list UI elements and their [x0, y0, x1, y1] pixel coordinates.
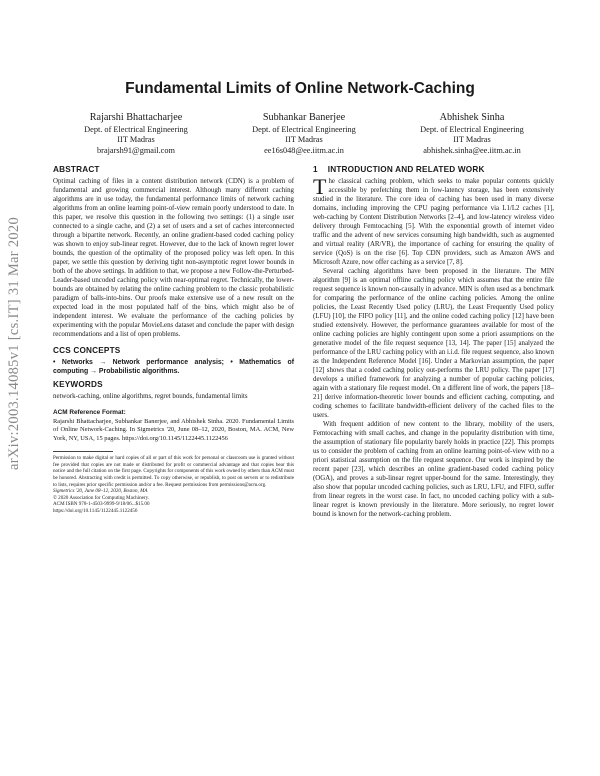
author-inst: IIT Madras [285, 135, 323, 145]
arxiv-identifier: arXiv:2003.14085v1 [cs.IT] 31 Mar 2020 [6, 216, 22, 470]
abstract-heading: ABSTRACT [53, 165, 100, 174]
author-dept: Dept. of Electrical Engineering [84, 124, 188, 134]
keywords-heading: KEYWORDS [53, 380, 103, 389]
paper-title: Fundamental Limits of Online Network-Caching [125, 80, 475, 97]
venue-line: Sigmetrics '20, June 08–12, 2020, Boston, MA [53, 488, 148, 495]
abstract-text: Optimal caching of files in a content distribution network (CDN) is a problem of fundamental and growing commercial interest. Although many different caching algorithms are in use today, the fundamental performance limits of network caching algorithms from an online learning point-of-view remain poorly understood to date. In this paper, we resolve this question in the following two settings: (1) a single user connected to a single cache, and (2) a set of users and a set of caches interconnected through a bipartite network. Recently, an online gradient-based coded caching policy was shown to enjoy sub-linear regret. However, due to the lack of known regret lower bounds, the question of the optimality of the proposed policy was left open. In this paper, we settle this question by deriving tight non-asymptotic regret lower bounds in both of the above settings. In addition to that, we propose a new Follow-the-Perturbed-Leader-based uncoded caching policy with near-optimal regret. Technically, the lower-bounds are obtained by relating the online caching problem to the classic probabilistic paradigm of balls-into-bins. Our proofs make extensive use of a new result on the expected load in the most populated half of the bins, which might also be of independent interest. We evaluate the performance of the caching policies by experimenting with the popular MovieLens dataset and conclude the paper with design recommendations and a list of open problems. [53, 178, 294, 338]
isbn-line: ACM ISBN 978-1-4503-9999-9/18/06...$15.00 [53, 501, 150, 508]
author-2 [220, 112, 388, 156]
intro-paragraph-1-text: he classical caching problem, which seeks to make popular contents quickly accessible by prefetching them in low-latency storage, has been extensively studied in the literature. The core idea of caching has been used in many diverse domains, including improving the CPU paging performance via L1/L2 caches [1], web-caching by Content Distribution Networks [2–4], and low-latency wireless video delivery through Femtocaching [5]. With the exponential growth of internet video traffic and the advent of new services consuming high bandwidth, such as augmented and virtual reality (AR/VR), the importance of caching for ensuring the quality of service (QoS) is on the rise [6]. Top CDN providers, such as Amazon AWS and Microsoft Azure, now offer caching as a service [7, 8]. [313, 178, 554, 266]
ccs-heading: CCS CONCEPTS [53, 346, 121, 355]
author-name: Rajarshi Bhattacharjee [89, 112, 183, 123]
section-title: INTRODUCTION AND RELATED WORK [327, 165, 485, 174]
footnote-divider [53, 451, 113, 452]
keywords-text: network-caching, online algorithms, regret bounds, fundamental limits [53, 393, 248, 400]
author-3 [388, 112, 556, 156]
intro-paragraph-1 [313, 174, 554, 267]
ccs-concepts-bold: • Networks → Network performance analysis; [53, 359, 224, 366]
drop-cap: T [313, 174, 327, 199]
author-dept: Dept. of Electrical Engineering [252, 124, 356, 134]
copyright-line: © 2020 Association for Computing Machinery. [53, 494, 150, 501]
acm-reference-text: Rajarshi Bhattacharjee, Subhankar Banerjee, and Abhishek Sinha. 2020. Fundamental Limits of Online Network-Caching. In Sigmetrics '20, June 08–12, 2020, Boston, MA. ACM, New York, NY, USA, 15 pages. https://doi.org/10.1145/1122445.1122456 [53, 418, 294, 442]
intro-paragraph-2: Several caching algorithms have been proposed in the literature. The MIN algorithm [9] is an optimal offline caching policy which assumes that the entire file request sequence is known non-causally in advance. MIN is often used as a benchmark for comparing the performance of the online caching policies. Among the online policies, the Least Recently Used policy (LRU), the Least Frequently Used policy (LFU) [10], the FIFO policy [11], and the online coded caching policy [12] have been studied extensively. However, the performance guarantees available for most of the online caching policies are highly contingent upon some a priori assumptions on the generative model of the file request sequence [13, 14]. The paper [15] analyzed the performance of the LRU caching policy with an i.i.d. file request sequence, also known as the Independent Reference Model [16]. Under a Markovian assumption, the paper [12] shows that a coded caching policy out-performs the LRU policy. The paper [17] develops a unified framework for analyzing a number of popular caching policies, again with a stationary file request model. On a different line of work, the papers [18–21] derive information-theoretic lower bounds and efficient caching, computing, and coding schemes to facilitate bandwidth-efficient delivery of the cached files to the users. [313, 268, 554, 419]
section-number: 1 [313, 165, 318, 174]
author-email: abhishek.sinha@ee.iitm.ac.in [423, 145, 521, 155]
permission-notice: Permission to make digital or hard copies of all or part of this work for personal or classroom use is granted without fee provided that copies are not made or distributed for profit or commercial advantage and that copies bear this notice and the full citation on the first page. Copyrights for components of this work owned by others than ACM must be honored. Abstracting with credit is permitted. To copy otherwise, or republish, to post on servers or to redistribute to lists, requires prior specific permission and/or a fee. Request permissions from permissions@acm.org. [53, 455, 294, 488]
right-column [313, 165, 554, 519]
author-email: brajarsh91@gmail.com [97, 145, 175, 155]
doi-line: https://doi.org/10.1145/1122445.1122456 [53, 507, 138, 514]
author-name: Subhankar Banerjee [262, 112, 346, 123]
author-1 [52, 112, 220, 156]
intro-paragraph-3: With frequent addition of new content to the library, mobility of the users, Femtocaching with small caches, and change in the popularity distribution with time, the assumption of stationary file popularity barely holds in practice [22]. This prompts us to consider the problem of caching from an online learning point-of-view with no a priori statistical assumption on the file request sequence. Our work is inspired by the recent paper [23], which describes an online gradient-based coded caching policy (OGA), and proves a sub-linear regret upper-bound for the same. Interestingly, they also show that popular uncoded caching policies, such as LRU, LFU, and FIFO, suffer from linear regrets in the worst case. In fact, no uncoded caching policy with a sub-linear regret is known previously in the literature. More seriously, no regret lower bound is known for the network-caching problem. [313, 421, 554, 518]
author-name: Abhishek Sinha [439, 112, 505, 123]
author-email: ee16s048@ee.iitm.ac.in [264, 145, 344, 155]
author-inst: IIT Madras [453, 135, 491, 145]
ccs-text [53, 358, 294, 376]
author-block [52, 112, 556, 156]
acm-reference-heading: ACM Reference Format: [53, 409, 126, 416]
author-inst: IIT Madras [117, 135, 155, 145]
ccs-concepts-rest: • Mathematics of computing → Probabilistic algorithms. [53, 359, 294, 375]
intro-heading [313, 165, 554, 174]
left-column [53, 165, 294, 515]
author-dept: Dept. of Electrical Engineering [420, 124, 524, 134]
